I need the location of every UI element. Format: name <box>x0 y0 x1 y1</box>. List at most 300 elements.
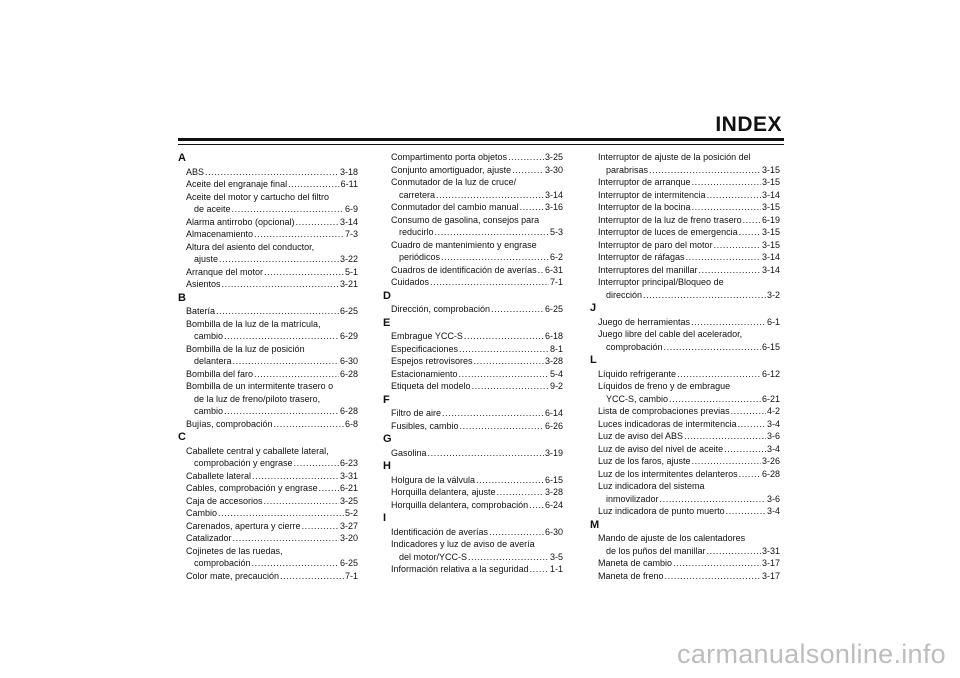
page-number: 3-17 <box>761 570 780 581</box>
section-letter: J <box>590 302 597 314</box>
index-entry[interactable] <box>178 278 358 291</box>
dot-leader <box>491 303 544 316</box>
page-number: 6-26 <box>544 420 563 431</box>
index-entry[interactable] <box>383 499 563 512</box>
index-entry[interactable] <box>590 468 780 481</box>
page-number: 6-15 <box>761 341 780 352</box>
page-number: 6-15 <box>544 474 563 485</box>
dot-leader <box>232 203 344 216</box>
section-letter: E <box>383 316 391 329</box>
index-entry[interactable] <box>178 507 358 520</box>
dot-leader <box>699 264 761 277</box>
index-entry[interactable] <box>383 420 563 433</box>
dot-leader <box>677 368 761 381</box>
entry-line <box>598 201 780 214</box>
entry-text: Interruptor de ráfagas <box>598 252 685 262</box>
dot-leader <box>707 545 761 558</box>
dot-leader <box>724 443 766 456</box>
dot-leader <box>280 570 344 583</box>
page-number: 3-26 <box>761 456 780 466</box>
index-entry[interactable] <box>178 191 358 216</box>
page-number: 6-30 <box>544 526 563 537</box>
dot-leader <box>442 407 544 420</box>
dot-leader <box>714 239 761 252</box>
entry-line <box>391 420 563 433</box>
dot-leader <box>319 482 339 495</box>
page-number: 3-27 <box>339 520 358 531</box>
entry-line <box>391 201 563 214</box>
dot-leader <box>264 495 339 508</box>
entry-line <box>186 482 358 495</box>
entry-text: Interruptor de la bocina <box>598 202 691 212</box>
page-number: 6-11 <box>340 179 358 189</box>
entry-text: Cambio <box>186 508 218 518</box>
entry-text: Horquilla delantera, ajuste <box>391 487 496 497</box>
index-entry[interactable] <box>178 470 358 483</box>
entry-text: Compartimento porta objetos <box>391 152 508 162</box>
index-entry[interactable] <box>383 355 563 368</box>
index-entry[interactable] <box>383 214 563 239</box>
entry-line <box>186 457 358 470</box>
entry-line <box>598 164 780 177</box>
dot-leader <box>726 505 766 518</box>
page-number: 3-15 <box>761 239 780 250</box>
page-number: 9-2 <box>549 381 563 391</box>
index-entry[interactable] <box>590 264 780 277</box>
index-entry[interactable] <box>178 380 358 418</box>
entry-text: Maneta de cambio <box>598 558 673 568</box>
entry-line <box>598 455 780 468</box>
dot-leader <box>288 178 340 191</box>
entry-line <box>598 545 780 558</box>
index-entry[interactable] <box>178 216 358 229</box>
dot-leader <box>665 570 761 583</box>
index-entry[interactable] <box>590 418 780 431</box>
page-number: 6-24 <box>544 499 563 510</box>
page-number: 6-9 <box>344 204 358 214</box>
dot-leader <box>464 330 544 343</box>
entry-text: Indicadores y luz de aviso de avería <box>391 539 535 549</box>
entry-line <box>598 226 780 239</box>
page-number: 6-28 <box>339 368 358 379</box>
dot-leader <box>436 189 544 202</box>
dot-leader <box>660 493 766 506</box>
entry-text: de los puños del manillar <box>606 545 706 556</box>
entry-text: Maneta de freno <box>598 570 664 581</box>
index-entry[interactable] <box>383 343 563 356</box>
index-entry[interactable] <box>178 418 358 431</box>
index-entry[interactable] <box>383 276 563 289</box>
section-letter: A <box>178 152 186 164</box>
index-entry[interactable] <box>178 318 358 343</box>
entry-line <box>391 164 563 177</box>
entry-line <box>186 570 358 583</box>
index-entry[interactable] <box>590 189 780 202</box>
index-entry[interactable] <box>178 305 358 318</box>
index-entry[interactable] <box>178 266 358 279</box>
entry-text: Conmutador del cambio manual <box>391 202 519 212</box>
dot-leader <box>254 228 344 241</box>
entry-line <box>186 507 358 520</box>
entry-text: Interruptores del manillar <box>598 264 698 275</box>
page-number: 6-21 <box>761 393 780 404</box>
page-number: 6-19 <box>761 214 780 225</box>
entry-text: Aceite del engranaje final <box>186 179 288 189</box>
index-entry[interactable] <box>590 532 780 557</box>
page-number: 3-25 <box>544 152 563 162</box>
page-number: 3-28 <box>544 487 563 497</box>
entry-text: Cuidados <box>391 277 430 287</box>
entry-line <box>391 407 563 420</box>
page-number: 8-1 <box>549 343 563 354</box>
entry-line <box>391 330 563 343</box>
dot-leader <box>530 563 549 576</box>
entry-line <box>391 264 563 277</box>
index-entry[interactable] <box>383 330 563 343</box>
page-number: 3-4 <box>766 506 780 516</box>
index-entry[interactable] <box>178 228 358 241</box>
page-number: 6-25 <box>339 306 358 316</box>
entry-line <box>391 189 563 202</box>
index-entry[interactable] <box>590 557 780 570</box>
entry-line <box>186 266 358 279</box>
entry-line <box>391 355 563 368</box>
index-entry[interactable] <box>590 316 780 329</box>
entry-text: comprobación <box>194 558 251 568</box>
index-entry[interactable] <box>383 368 563 381</box>
page-number: 6-28 <box>761 468 780 479</box>
page-number: 3-15 <box>761 164 780 175</box>
entry-line <box>391 151 563 164</box>
entry-line <box>391 551 563 564</box>
entry-text: Bombilla de la luz de posición <box>186 343 305 354</box>
index-entry[interactable] <box>178 241 358 266</box>
dot-leader <box>233 355 339 368</box>
entry-text: Arranque del motor <box>186 266 264 277</box>
entry-line <box>391 368 563 381</box>
entry-text: Luz de los faros, ajuste <box>598 456 691 466</box>
watermark: carmanualsonline.info <box>677 639 946 669</box>
entry-line <box>186 557 358 570</box>
page-number: 3-16 <box>544 202 563 212</box>
entry-text: Altura del asiento del conductor, <box>186 241 315 252</box>
index-entry[interactable] <box>178 445 358 470</box>
page-number: 6-25 <box>339 558 358 568</box>
entry-line <box>391 303 563 316</box>
entry-line <box>391 526 563 539</box>
section-letter: L <box>590 354 597 366</box>
entry-text: Filtro de aire <box>391 408 442 418</box>
dot-leader <box>435 226 549 239</box>
index-entry[interactable] <box>590 455 780 468</box>
index-entry[interactable] <box>383 164 563 177</box>
entry-line <box>391 226 563 239</box>
index-entry[interactable] <box>178 343 358 368</box>
entry-text: Carenados, apertura y cierre <box>186 520 301 531</box>
index-entry[interactable] <box>383 538 563 563</box>
entry-line <box>186 520 358 533</box>
index-entry[interactable] <box>383 474 563 487</box>
entry-text: Caja de accesorios <box>186 495 263 506</box>
entry-text: Color mate, precaución <box>186 570 280 581</box>
entry-text: Interruptor de luces de emergencia <box>598 227 738 237</box>
index-entry[interactable] <box>590 480 780 505</box>
index-entry[interactable] <box>590 405 780 418</box>
entry-line <box>186 355 358 368</box>
index-entry[interactable] <box>590 239 780 252</box>
dot-leader <box>743 214 761 227</box>
index-entry[interactable] <box>590 276 780 301</box>
dot-leader <box>497 486 544 499</box>
index-entry[interactable] <box>590 201 780 214</box>
page-number: 3-21 <box>339 279 358 289</box>
entry-text: Líquidos de freno y de embrague <box>598 381 731 391</box>
page-number: 3-5 <box>549 551 563 562</box>
dot-leader <box>264 266 344 279</box>
page-number: 3-19 <box>544 447 563 458</box>
page-number: 7-1 <box>549 277 563 287</box>
entry-line <box>391 563 563 576</box>
page-number: 3-30 <box>544 164 563 175</box>
index-entry[interactable] <box>590 505 780 518</box>
index-entry[interactable] <box>383 447 563 460</box>
dot-leader <box>216 305 339 318</box>
dot-leader <box>233 532 339 545</box>
page-number: 5-3 <box>549 227 563 237</box>
entry-line <box>598 570 780 583</box>
index-entry[interactable] <box>383 264 563 277</box>
page-number: 6-30 <box>339 356 358 366</box>
entry-text: carretera <box>399 189 436 200</box>
index-entry[interactable] <box>590 430 780 443</box>
page-number: 3-25 <box>339 495 358 506</box>
dot-leader <box>664 341 761 354</box>
entry-text: Espejos retrovisores <box>391 356 473 366</box>
page-title: INDEX <box>715 113 782 136</box>
entry-line <box>598 289 780 302</box>
dot-leader <box>692 201 761 214</box>
dot-leader <box>649 164 761 177</box>
dot-leader <box>224 405 339 418</box>
entry-text: Líquido refrigerante <box>598 368 677 379</box>
page-number: 6-18 <box>544 331 563 341</box>
entry-line <box>598 393 780 406</box>
dot-leader <box>489 526 544 539</box>
entry-text: ABS <box>186 166 205 177</box>
section-letter: I <box>383 512 387 524</box>
entry-text: Bombilla de un intermitente trasero o <box>186 381 334 391</box>
entry-text: Lista de comprobaciones previas <box>598 406 730 416</box>
entry-text: Dirección, comprobación <box>391 304 491 314</box>
index-entry[interactable] <box>590 214 780 227</box>
entry-text: Embrague YCC-S <box>391 331 463 341</box>
dot-leader <box>441 251 549 264</box>
entry-text: Catalizador <box>186 533 232 543</box>
index-entry[interactable] <box>590 443 780 456</box>
entry-text: Cuadro de mantenimiento y engrase <box>391 239 537 250</box>
index-entry[interactable] <box>178 482 358 495</box>
entry-text: Asientos <box>186 279 221 289</box>
entry-text: cambio <box>194 331 224 341</box>
dot-leader <box>252 557 339 570</box>
dot-leader <box>538 264 544 277</box>
entry-text: reducirlo <box>399 227 434 237</box>
page-number: 5-2 <box>344 508 358 518</box>
entry-line <box>186 203 358 216</box>
page-number: 6-8 <box>344 418 358 429</box>
page-number: 3-14 <box>761 252 780 262</box>
entry-line <box>598 189 780 202</box>
index-entry[interactable] <box>383 201 563 214</box>
entry-line <box>186 330 358 343</box>
index-column-1 <box>178 151 358 582</box>
page-number: 3-14 <box>544 189 563 200</box>
entry-line <box>598 405 780 418</box>
entry-text: de la luz de freno/piloto trasero, <box>194 393 321 404</box>
index-entry[interactable] <box>590 328 780 353</box>
page-number: 3-14 <box>761 264 780 275</box>
index-entry[interactable] <box>383 526 563 539</box>
entry-line <box>391 486 563 499</box>
entry-line <box>186 253 358 266</box>
entry-line <box>186 405 358 418</box>
entry-text: Estacionamiento <box>391 368 458 379</box>
dot-leader <box>520 201 544 214</box>
index-entry[interactable] <box>178 532 358 545</box>
entry-text: Conjunto amortiguador, ajuste <box>391 164 512 175</box>
entry-line <box>598 368 780 381</box>
page-number: 6-14 <box>544 408 563 418</box>
index-entry[interactable] <box>178 178 358 191</box>
index-entry[interactable] <box>590 151 780 176</box>
dot-leader <box>459 368 549 381</box>
entry-line <box>391 276 563 289</box>
entry-text: Mando de ajuste de los calentadores <box>598 533 746 543</box>
index-entry[interactable] <box>383 176 563 201</box>
dot-leader <box>529 499 544 512</box>
entry-text: Interruptor principal/Bloqueo de <box>598 277 724 287</box>
section-letter: G <box>383 433 392 445</box>
entry-text: Bombilla de la luz de la matrícula, <box>186 318 321 329</box>
index-entry[interactable] <box>590 176 780 189</box>
dot-leader <box>252 470 339 483</box>
dot-leader <box>222 278 339 291</box>
dot-leader <box>472 380 549 393</box>
index-entry[interactable] <box>590 368 780 381</box>
entry-line <box>391 474 563 487</box>
section-letter: B <box>178 291 186 304</box>
index-entry[interactable] <box>590 570 780 583</box>
page-number: 3-6 <box>766 493 780 504</box>
entry-text: Caballete central y caballete lateral, <box>186 445 329 456</box>
entry-text: Interruptor de arranque <box>598 177 691 187</box>
index-entry[interactable] <box>383 563 563 576</box>
index-entry[interactable] <box>383 239 563 264</box>
index-entry[interactable] <box>383 407 563 420</box>
entry-text: Bujías, comprobación <box>186 418 273 429</box>
index-entry[interactable] <box>383 380 563 393</box>
entry-line <box>186 470 358 483</box>
entry-text: Luz de aviso del ABS <box>598 431 684 441</box>
dot-leader <box>302 520 339 533</box>
entry-text: Conmutador de la luz de cruce/ <box>391 177 517 187</box>
page-number: 6-29 <box>339 331 358 341</box>
page-number: 5-4 <box>549 368 563 379</box>
entry-text: periódicos <box>399 252 441 262</box>
entry-line <box>598 443 780 456</box>
entry-text: de aceite <box>194 204 231 214</box>
index-entry[interactable] <box>178 495 358 508</box>
page-number: 3-4 <box>766 418 780 429</box>
index-entry[interactable] <box>383 303 563 316</box>
dot-leader <box>512 164 544 177</box>
index-entry[interactable] <box>590 251 780 264</box>
page-number: 3-18 <box>339 166 358 177</box>
page-number: 3-22 <box>339 254 358 264</box>
entry-text: Horquilla delantera, comprobación <box>391 499 529 510</box>
entry-text: inmovilizador <box>606 493 659 504</box>
entry-text: Juego de herramientas <box>598 316 691 327</box>
dot-leader <box>707 189 761 202</box>
entry-line <box>186 178 358 191</box>
entry-text: Luces indicadoras de intermitencia <box>598 418 737 429</box>
entry-text: cambio <box>194 406 224 416</box>
entry-text: comprobación y engrase <box>194 458 293 468</box>
entry-text: Identificación de averías <box>391 526 489 537</box>
index-entry[interactable] <box>178 520 358 533</box>
entry-text: Caballete lateral <box>186 470 252 481</box>
dot-leader <box>294 457 339 470</box>
page-number: 6-28 <box>339 406 358 416</box>
index-entry[interactable] <box>383 151 563 164</box>
entry-text: Especificaciones <box>391 343 459 354</box>
entry-line <box>186 532 358 545</box>
index-column-2 <box>383 151 563 576</box>
entry-line <box>391 251 563 264</box>
dot-leader <box>643 289 766 302</box>
page-number: 6-25 <box>544 304 563 314</box>
entry-text: Juego libre del cable del acelerador, <box>598 329 743 339</box>
entry-text: ajuste <box>194 254 219 264</box>
page-number: 7-3 <box>344 229 358 239</box>
index-entry[interactable] <box>178 545 358 570</box>
entry-text: Alarma antirrobo (opcional) <box>186 216 295 227</box>
page-number: 3-31 <box>761 545 780 556</box>
entry-text: Cables, comprobación y engrase <box>186 483 318 493</box>
dot-leader <box>274 418 344 431</box>
entry-text: YCC-S, cambio <box>606 393 669 404</box>
index-entry[interactable] <box>178 368 358 381</box>
dot-leader <box>224 330 339 343</box>
index-entry[interactable] <box>590 226 780 239</box>
index-column-3 <box>590 151 780 582</box>
index-entry[interactable] <box>590 380 780 405</box>
entry-text: Luz indicadora del sistema <box>598 481 705 491</box>
index-entry[interactable] <box>178 166 358 179</box>
entry-text: dirección <box>606 289 643 300</box>
page-number: 5-1 <box>344 266 358 277</box>
page-number: 3-15 <box>761 177 780 187</box>
index-entry[interactable] <box>178 570 358 583</box>
entry-line <box>598 176 780 189</box>
dot-leader <box>476 474 544 487</box>
index-entry[interactable] <box>383 486 563 499</box>
page-number: 3-28 <box>544 356 563 366</box>
entry-line <box>598 214 780 227</box>
entry-text: parabrisas <box>606 164 649 175</box>
entry-text: Fusibles, cambio <box>391 420 459 431</box>
dot-leader <box>468 551 549 564</box>
